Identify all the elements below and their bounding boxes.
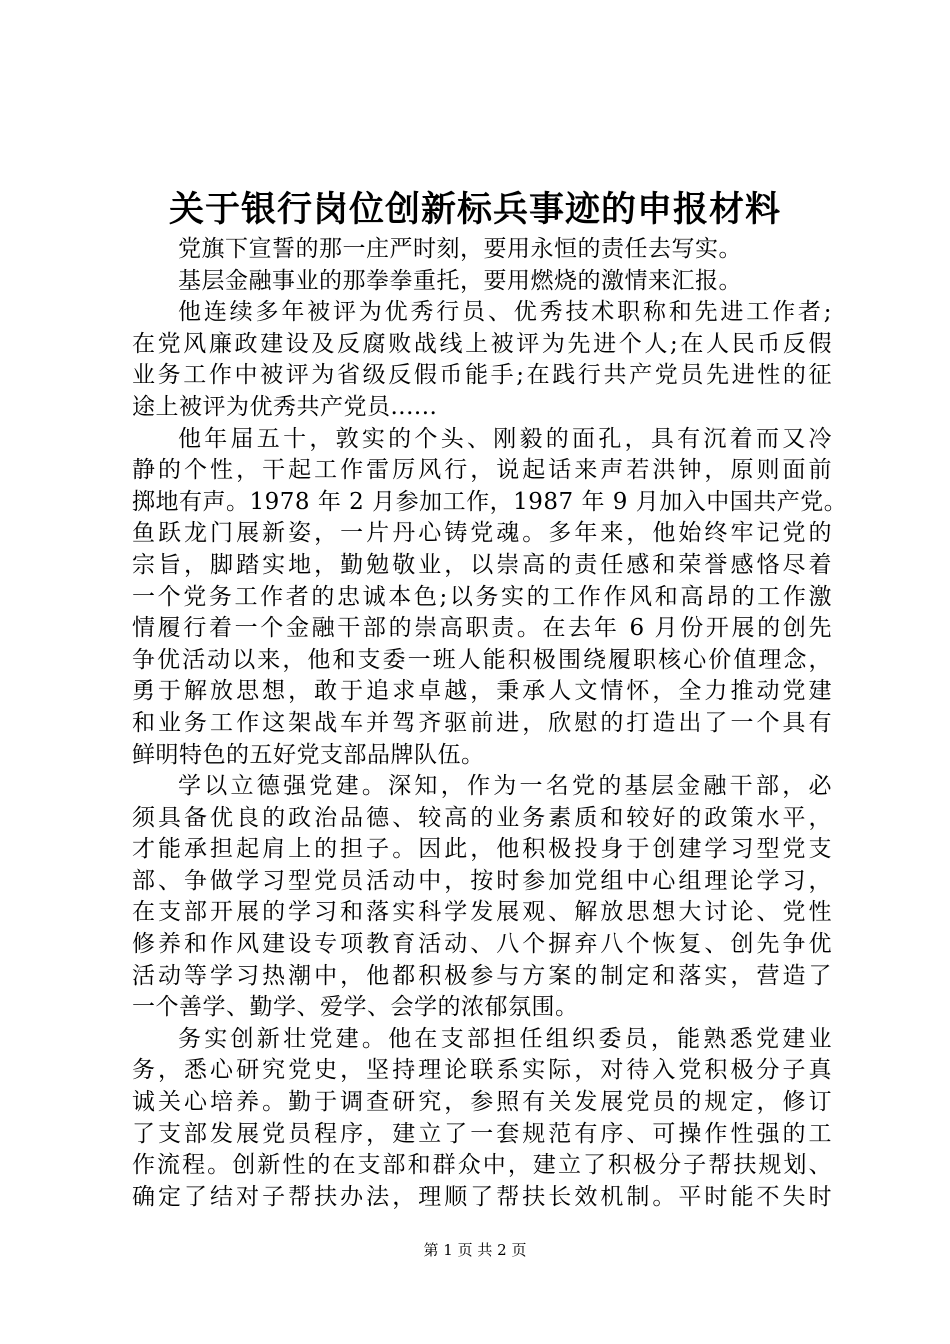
text-line: 诚关心培养。勤于调查研究，参照有关发展党员的规定，修订 xyxy=(132,1089,832,1116)
text-line: 静的个性，干起工作雷厉风行，说起话来声若洪钟，原则面前 xyxy=(132,457,832,484)
text-line: 一个善学、勤学、爱学、会学的浓郁氛围。 xyxy=(132,994,579,1021)
text-line: 务实创新壮党建。他在支部担任组织委员，能熟悉党建业 xyxy=(178,1025,832,1052)
text-line: 党旗下宣誓的那一庄严时刻，要用永恒的责任去写实。 xyxy=(178,236,742,262)
text-line: 鱼跃龙门展新姿，一片丹心铸党魂。多年来，他始终牢记党的 xyxy=(132,520,832,547)
text-line: 一个党务工作者的忠诚本色;以务实的工作作风和高昂的工作激 xyxy=(132,583,832,610)
text-line: 宗旨，脚踏实地，勤勉敬业，以崇高的责任感和荣誉感恪尽着 xyxy=(132,551,832,578)
text-line: 途上被评为优秀共产党员...... xyxy=(132,393,438,420)
text-line: 才能承担起肩上的担子。因此，他积极投身于创建学习型党支 xyxy=(132,836,832,863)
text-line: 情履行着一个金融干部的崇高职责。在去年 6 月份开展的创先 xyxy=(132,615,832,642)
text-line: 在支部开展的学习和落实科学发展观、解放思想大讨论、党性 xyxy=(132,899,832,926)
text-line: 在党风廉政建设及反腐败战线上被评为先进个人;在人民币反假 xyxy=(132,330,832,357)
document-title: 关于银行岗位创新标兵事迹的申报材料 xyxy=(168,189,781,230)
text-line: 活动等学习热潮中，他都积极参与方案的制定和落实，营造了 xyxy=(132,962,832,989)
page-footer: 第 1 页 共 2 页 xyxy=(423,1241,527,1259)
text-line: 确定了结对子帮扶办法，理顺了帮扶长效机制。平时能不失时 xyxy=(132,1183,832,1210)
text-line: 作流程。创新性的在支部和群众中，建立了积极分子帮扶规划、 xyxy=(132,1152,832,1179)
text-line: 他年届五十，敦实的个头、刚毅的面孔，具有沉着而又冷 xyxy=(178,425,832,452)
text-line: 鲜明特色的五好党支部品牌队伍。 xyxy=(132,741,485,768)
text-line: 业务工作中被评为省级反假币能手;在践行共产党员先进性的征 xyxy=(132,362,832,389)
text-line: 修养和作风建设专项教育活动、八个摒弃八个恢复、创先争优 xyxy=(132,931,832,958)
document-body xyxy=(132,234,848,1213)
text-line: 须具备优良的政治品德、较高的业务素质和较好的政策水平， xyxy=(132,804,832,831)
text-line: 务，悉心研究党史，坚持理论联系实际，对待入党积极分子真 xyxy=(132,1057,832,1084)
text-line: 争优活动以来，他和支委一班人能积极围绕履职核心价值理念， xyxy=(132,646,832,673)
text-line: 部、争做学习型党员活动中，按时参加党组中心组理论学习， xyxy=(132,867,832,894)
text-line: 和业务工作这架战车并驾齐驱前进，欣慰的打造出了一个具有 xyxy=(132,709,832,736)
text-line: 勇于解放思想，敢于追求卓越，秉承人文情怀，全力推动党建 xyxy=(132,678,832,705)
text-line: 学以立德强党建。深知，作为一名党的基层金融干部，必 xyxy=(178,773,832,800)
text-line: 他连续多年被评为优秀行员、优秀技术职称和先进工作者; xyxy=(178,299,832,326)
text-line: 掷地有声。1978 年 2 月参加工作，1987 年 9 月加入中国共产党。 xyxy=(132,488,848,515)
text-line: 了支部发展党员程序，建立了一套规范有序、可操作性强的工 xyxy=(132,1120,832,1147)
text-line: 基层金融事业的那拳拳重托，要用燃烧的激情来汇报。 xyxy=(178,267,742,294)
